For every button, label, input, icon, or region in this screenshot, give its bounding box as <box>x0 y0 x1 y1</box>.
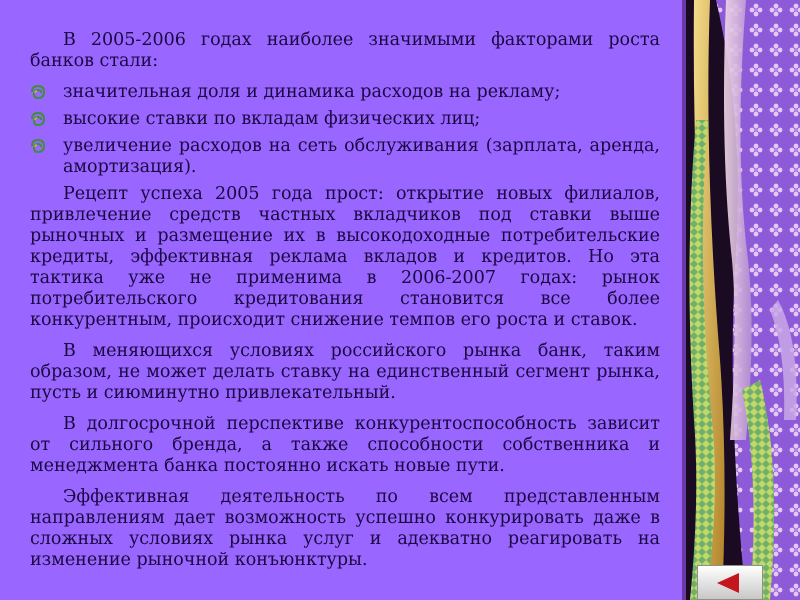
paragraph-changing-conditions: В меняющихся условиях российского рынка банк, таким образом, не может делать ставку на единственный сегмент рынка, пусть и сиюминутно привлекательный. <box>30 341 660 403</box>
paragraph-long-term: В долгосрочной перспективе конкурентоспособность зависит от сильного бренда, а также способности собственника и менеджмента банка постоянно искать новые пути. <box>30 414 660 476</box>
bullet-item <box>30 82 660 103</box>
bullet-item <box>30 109 660 130</box>
paragraph-conclusion: Эффективная деятельность по всем представленным направлениям дает возможность успешно конкурировать даже в сложных условиях рынка услуг и адекватно реагировать на изменение рыночной конъюнктуры. <box>30 487 660 570</box>
spiral-bullet-icon <box>30 139 46 153</box>
bullet-text: увеличение расходов на сеть обслуживания (зарплата, аренда, амортизация). <box>63 136 660 177</box>
bullet-text: значительная доля и динамика расходов на рекламу; <box>63 82 561 102</box>
decorative-sidebar <box>686 0 800 600</box>
back-navigation-button[interactable] <box>697 565 763 600</box>
slide-text <box>30 30 660 600</box>
back-arrow-icon <box>713 571 747 595</box>
bullet-text: высокие ставки по вкладам физических лиц; <box>63 109 481 129</box>
spiral-bullet-icon <box>30 112 46 126</box>
paragraph-intro: В 2005-2006 годах наиболее значимыми факторами роста банков стали: <box>30 30 660 71</box>
decorative-ribbons-image <box>686 0 800 600</box>
spiral-bullet-icon <box>30 85 46 99</box>
bullet-item <box>30 136 660 178</box>
paragraph-recipe: Рецепт успеха 2005 года прост: открытие новых филиалов, привлечение средств частных вкладчиков под ставки выше рыночных и размещение их в высокодоходные потребительские кредиты, эффективная реклама вкладов и кредитов. Но эта тактика уже не применима в 2006-2007 годах: рынок потребительского кредитования становится все более конкурентным, происходит снижение темпов его роста и ставок. <box>30 184 660 330</box>
